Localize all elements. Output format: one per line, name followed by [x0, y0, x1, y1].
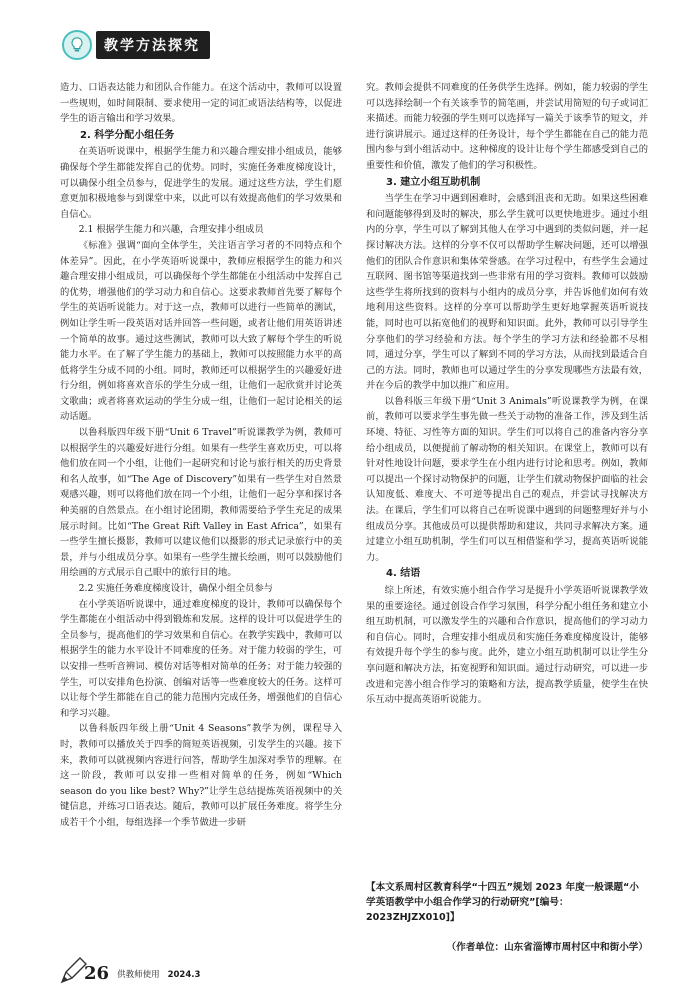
subheading-group-members: 2.1 根据学生能力和兴趣，合理安排小组成员 — [78, 224, 264, 236]
page-footer — [58, 954, 200, 986]
lightbulb-icon — [62, 30, 92, 60]
paragraph: 《标准》强调“面向全体学生，关注语言学习者的不同特点和个体差异”。因此，在小学英语听说课中，教师应根据学生的能力和兴趣合理安排小组成员，可以确保每个学生都能在小组活动中发挥自己的优势，增强他们的学习动力和自信心。这要求教师首先要了解每个学生的英语听说能力。对于这一点，教师可以进行一些简单的测试，例如让学生听一段英语对话并回答一些问题，或者让他们用英语讲述一个简单的故事。通过这些测试，教师可以大致了解每个学生的听说能力水平。在了解了学生能力的基础上，教师可以按照能力水平的高低将学生分成不同的小组。同时，教师还可以根据学生的兴趣爱好进行分组，例如将喜欢音乐的学生分成一组，让他们一起欣赏并讨论英文歌曲；或者将喜欢运动的学生分成一组，让他们一起讨论相关的运动话题。 — [60, 239, 342, 423]
footer-date: 2024.3 — [167, 970, 201, 980]
section-header — [62, 30, 210, 60]
heading-conclusion: 4. 结语 — [386, 568, 421, 580]
paragraph: 以鲁科版四年级下册“Unit 6 Travel”听说课教学为例，教师可以根据学生的兴趣爱好进行分组。如果有一些学生喜欢历史，可以将他们放在同一个小组，让他们一起研究和讨论与旅行相关的历史背景和名人故事，如“The Age of Discovery”如果有一些学生对自然景观感兴趣，则可以将他们放在同一个小组，让他们一起分享和探讨各种美丽的自然景点。在小组讨论团期，教师需要给予学生充足的成果展示时间。比如“The Great Rift Valley in East Africa”，如果有一些学生擅长摄影，教师可以建议他们以摄影的形式记录旅行中的美景，并与小组成员分享。如果有一些学生擅长绘画，则可以鼓励他们用绘画的方式展示自己眼中的旅行目的地。 — [60, 427, 342, 579]
paragraph: 以鲁科版四年级上册“Unit 4 Seasons”教学为例，课程导入时，教师可以播放关于四季的简短英语视频，引发学生的兴趣。接下来，教师可以就视频内容进行问答，帮助学生加深对季节的理解。在这一阶段，教师可以安排一些相对简单的任务，例如“Which season do you like best? Why?”让学生总结提炼英语视频中的关键信息，并练习口语表达。随后，教师可以扩展任务难度。将学生分成若干个小组，每组选择一个季节做进一步研 — [60, 723, 342, 828]
subheading-task-gradient: 2.2 实施任务难度梯度设计，确保小组全员参与 — [78, 583, 273, 594]
paragraph: 综上所述，有效实施小组合作学习是提升小学英语听说课教学效果的重要途径。通过创设合作学习氛围，科学分配小组任务和建立小组互助机制，可以激发学生的兴趣和合作意识，提高他们的学习动力和自信心。同时，合理安排小组成员和实施任务难度梯度设计，能够有效提升每个学生的参与度。此外，建立小组互助机制可以让学生分享问题和解决方法，拓宽视野和知识面。通过行动研究，可以进一步改进和完善小组合作学习的策略和方法，提高教学质量，使学生在快乐互动中提高英语听说能力。 — [366, 585, 648, 706]
section-title: 教学方法探究 — [96, 31, 210, 59]
paragraph: 在英语听说课中，根据学生能力和兴趣合理安排小组成员，能够确保每个学生都能发挥自己的优势。同时，实施任务难度梯度设计，可以确保小组全员参与，促进学生的发展。通过这些方法，学生们愿意更加积极地参与到课堂中来，以此可以有效提高他们的学习效果和自信心。 — [60, 146, 342, 220]
heading-mutual-help: 3. 建立小组互助机制 — [386, 176, 481, 188]
project-note: 【本文系周村区教育科学“十四五”规划 2023 年度一般课题“小学英语教学中小组合作学习的行动研究”[编号：2023ZHJZX010]】 — [366, 882, 639, 923]
paragraph: 以鲁科版三年级下册“Unit 3 Animals”听说课教学为例，在课前，教师可以要求学生事先做一些关于动物的准备工作，涉及到生活环境、特征、习性等方面的知识。学生们可以将自己的准备内容分享给小组成员，以便提前了解动物的相关知识。在课堂上，教师可以有针对性地设计问题，要求学生在小组内进行讨论和思考。例如，教师可以提出一个探讨动物保护的问题，让学生们就动物保护面临的社会认知度低、难度大、不可逆等提出自己的观点，并尝试寻找解决方法。在课后，学生们可以将自己在听说课中遇到的问题整理好并与小组成员分享。其他成员可以提供帮助和建议，共同寻求解决方案。通过建立小组互助机制，学生们可以互相借鉴和学习，提高英语听说能力。 — [366, 395, 648, 563]
paragraph: 究。教师会提供不同难度的任务供学生选择。例如，能力较弱的学生可以选择绘制一个有关该季节的简笔画，并尝试用简短的句子或词汇来描述。而能力较强的学生则可以选择写一篇关于该季节的短文，并进行演讲展示。通过这样的任务设计，每个学生都能在自己的能力范围内参与到小组活动中。这种梯度的设计让每个学生都感受到自己的重要性和价值，激发了他们的学习积极性。 — [366, 82, 648, 171]
author-affiliation: （作者单位：山东省淄博市周村区中和街小学） — [446, 942, 648, 953]
heading-task-allocation: 2. 科学分配小组任务 — [80, 129, 175, 141]
page-number: 26 — [84, 963, 110, 984]
footer-label: 供教师使用 — [117, 970, 160, 980]
paragraph: 当学生在学习中遇到困难时，会感到沮丧和无助。如果这些困难和问题能够得到及时的解决，那么学生就可以更快地进步。通过小组内的分享，学生可以了解到其他人在学习中遇到的类似问题，并一起探讨解决方法。这样的分享不仅可以帮助学生解决问题，还可以增强他们的团队合作意识和集体荣誉感。在学习过程中，有些学生会通过互联网、图书馆等渠道找到一些非常有用的学习资料。教师可以鼓励这些学生将所找到的资料与小组内的成员分享，并告诉他们如何有效地利用这些资料。这样的分享可以帮助学生更好地掌握英语听说技能，同时也可以拓宽他们的视野和知识面。此外，教师可以引导学生分享他们的学习经验和方法。每个学生的学习方法和经验都不尽相同，通过分享，学生可以了解到不同的学习方法，从而找到最适合自己的方法。同时，教师也可以通过学生的分享发现哪些方法最有效，并在今后的教学中加以推广和应用。 — [366, 193, 648, 392]
right-column — [366, 80, 648, 708]
paragraph: 在小学英语听说课中，通过难度梯度的设计，教师可以确保每个学生都能在小组活动中得到锻炼和发展。这样的设计可以促进学生的全员参与，提高他们的学习效果和自信心。在教学实践中，教师可以根据学生的能力水平设计不同难度的任务。对于能力较弱的学生，可以安排一些听音辨词、模仿对话等相对简单的任务；对于能力较强的学生，可以安排角色扮演、创编对话等一些难度较大的任务。这样可以让每个学生都能在自己的能力范围内完成任务，增强他们的自信心和学习兴趣。 — [60, 598, 342, 719]
left-column — [60, 80, 342, 831]
paragraph: 造力、口语表达能力和团队合作能力。在这个活动中，教师可以设置一些规则，如时间限制、要求使用一定的词汇或语法结构等，以促进学生的语言输出和学习效果。 — [60, 82, 342, 125]
